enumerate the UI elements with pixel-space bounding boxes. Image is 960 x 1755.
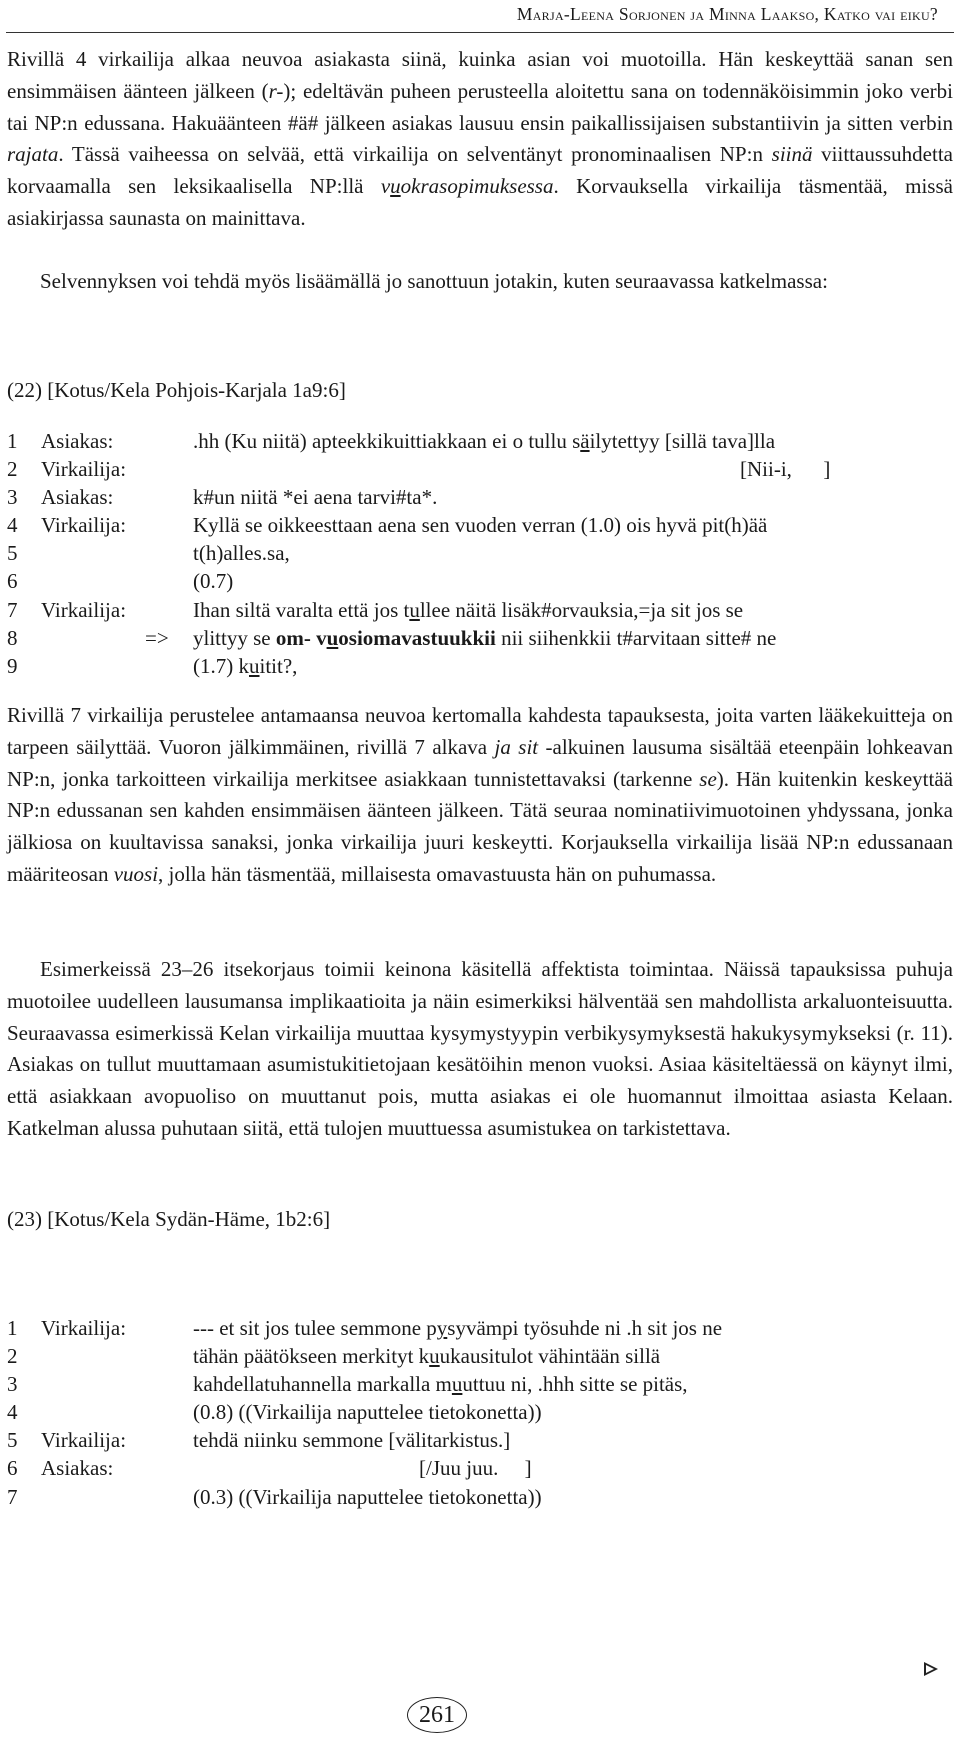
- p1-italic-r: r-: [268, 78, 284, 103]
- page-number: 261: [407, 1697, 467, 1733]
- p1-text-4: viittaussuhdetta korvaamalla sen leksikaalisella NP:llä: [7, 142, 953, 199]
- transcript-line: 7 Virkailija: Ihan siltä varalta että jos tullee näitä lisäk#orvauksia,=ja sit jos se: [7, 597, 744, 622]
- body-paragraph-1: [7, 44, 953, 235]
- transcript-line: 8 => ylittyy se om- vuosiomavastuukkii nii siihenkkii t#arvitaan sitte# ne: [7, 624, 953, 652]
- transcript-line: 3 kahdellatuhannella markalla muuttuu ni, .hhh sitte se pitäs,: [7, 1372, 688, 1397]
- p1-text-3: . Tässä vaiheessa on selvää, että virkailija on selventänyt pronominaalisen NP:n: [58, 142, 772, 167]
- running-header: Marja-Leena Sorjonen ja Minna Laakso, Katko vai eiku?: [516, 4, 938, 24]
- example-23-transcript: [7, 1314, 953, 1511]
- body-paragraph-2: Selvennyksen voi tehdä myös lisäämällä jo sanottuun jotakin, kuten seuraavassa katkelmassa:: [40, 269, 828, 293]
- example-22-title: (22) [Kotus/Kela Pohjois-Karjala 1a9:6]: [7, 378, 346, 402]
- p1-italic-siina: siinä: [771, 142, 813, 167]
- transcript-line: 5 t(h)alles.sa,: [7, 541, 290, 566]
- transcript-line: 4 (0.8) ((Virkailija naputtelee tietokonetta)): [7, 1400, 542, 1425]
- continuation-arrow-icon: [924, 1662, 938, 1676]
- p1-text-5: . Korvauksella virkailija täsmentää, missä asiakirjassa saunasta on mainittava.: [7, 174, 953, 230]
- transcript-line: 6 (0.7): [7, 569, 234, 594]
- p1-italic-rajata: rajata: [7, 142, 59, 167]
- transcript-line: 6 Asiakas: [/Juu juu. ]: [7, 1456, 532, 1481]
- p3-italic-jasit: ja sit: [494, 734, 539, 759]
- body-paragraph-3: Rivillä 7 virkailija perustelee antamaansa neuvoa kertomalla kahdesta tapauksesta, joita varten lääkekuitteja on tarpeen säilyttää. Vuoron jälkimmäinen, rivillä 7 alkava ja sit -alkuinen lausuma sisältää eteenpäin lohkeavan NP:n, jonka tarkoitteen virkailija merkitsee asiakkaan tunnistettavaksi (tarkenne se). Hän kuitenkin keskeyttää NP:n edussanan sen kahden ensimmäisen äänteen jälkeen. Tätä seuraa nominatiivimuotoinen yhdyssana, jonka jälkiosa on kuultavissa sanaksi, jonka virkailija juuri keskeytti. Korjauksella virkailija lisää NP:n edussanaan määriteosan vuosi, jolla hän täsmentää, millaisesta omavastuusta hän on puhumassa.: [7, 703, 953, 886]
- p1-italic-term: vuokrasopimuksessa: [380, 174, 554, 199]
- transcript-line: 2 tähän päätökseen merkityt kuukausitulot vähintään sillä: [7, 1344, 661, 1369]
- transcript-line: 9 (1.7) kuitit?,: [7, 653, 298, 678]
- transcript-line: 1 Virkailija: --- et sit jos tulee semmone pysyvämpi työsuhde ni .h sit jos ne: [7, 1316, 723, 1340]
- body-paragraph-4: Esimerkeissä 23–26 itsekorjaus toimii keinona käsitellä affektista toimintaa. Näissä tapauksissa puhuja muotoilee uudelleen lausumansa implikaatioita ja näin esimerkiksi hälventää sen mahdollista arkaluonteisuutta. Seuraavassa esimerkissä Kelan virkailija muuttaa kysymystyypin verbikysymyksestä hakukysymykseksi (r. 11). Asiakas on tullut muuttamaan asumistukitietojaan kesätöihin menon vuoksi. Asiaa käsiteltäessä on käynyt ilmi, että asiakkaan avopuoliso on muuttanut pois, mutta asiakas ei ole huomannut ilmoittaa asiasta Kelaan. Katkelman alussa puhutaan siitä, että tulojen muuttuessa asumistukea on tarkistettava.: [7, 957, 953, 1140]
- transcript-line: 4 Virkailija: Kyllä se oikkeesttaan aena sen vuoden verran (1.0) ois hyvä pit(h)ää: [7, 513, 768, 538]
- example-22-transcript: [7, 427, 953, 680]
- transcript-line: 1 Asiakas: .hh (Ku niitä) apteekkikuittiakkaan ei o tullu säilytettyy [sillä tava]lla: [7, 429, 776, 453]
- transcript-line: 5 Virkailija: tehdä niinku semmone [välitarkistus.]: [7, 1428, 511, 1453]
- p1-text-2: ); edeltävän puheen perusteella aloitettu sana on todennäköisimmin joko verbi tai NP:n edussana. Hakuäänteen #ä# jälkeen asiakas lausuu ensin paikallissijaisen substantiivin ja sitten verbin: [7, 78, 953, 135]
- transcript-line: 2 Virkailija: [Nii-i, ]: [7, 457, 831, 482]
- target-line-arrow: =>: [145, 625, 169, 650]
- p3-italic-se: se: [699, 766, 717, 791]
- example-23-title: (23) [Kotus/Kela Sydän-Häme, 1b2:6]: [7, 1207, 331, 1231]
- header-rule: [6, 32, 954, 33]
- transcript-line: 7 (0.3) ((Virkailija naputtelee tietokonetta)): [7, 1484, 542, 1509]
- transcript-line: 3 Asiakas: k#un niitä *ei aena tarvi#ta*.: [7, 485, 438, 510]
- p1-text-1: Rivillä 4 virkailija alkaa neuvoa asiakasta siinä, kuinka asian voi muotoilla. Hän keskeyttää sanan sen ensimmäisen äänteen jälkeen (: [7, 47, 953, 103]
- p3-italic-vuosi: vuosi: [113, 861, 159, 886]
